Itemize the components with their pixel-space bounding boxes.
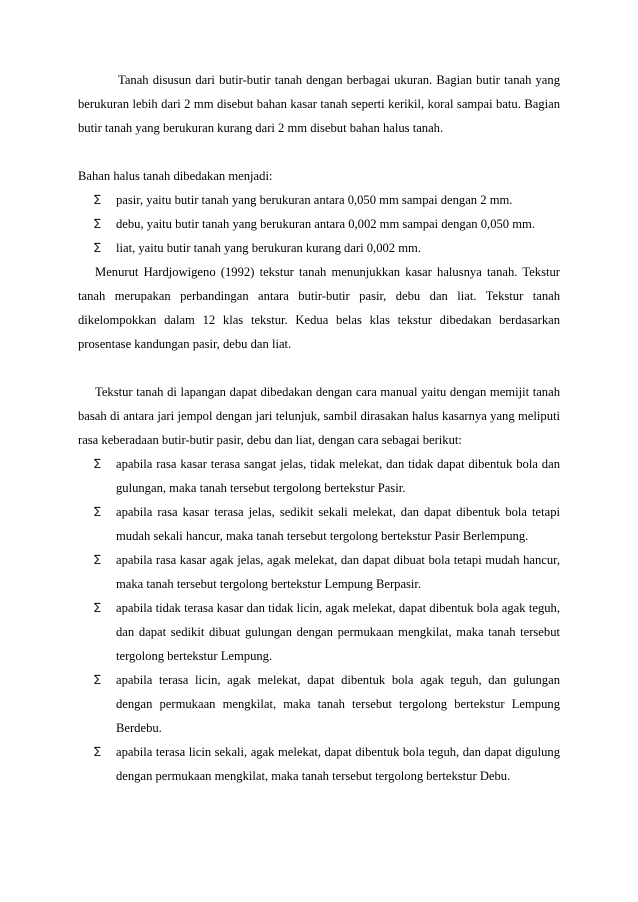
bullet-icon: ∑ <box>94 506 101 517</box>
paragraph-hardjowigeno: Menurut Hardjowigeno (1992) tekstur tanah menunjukkan kasar halusnya tanah. Tekstur tanah merupakan perbandingan antara butir-butir pasir, debu dan liat. Tekstur tanah dikelompokkan dalam 12 klas tekstur. Kedua belas klas tekstur dibedakan berdasarkan prosentase kandungan pasir, debu dan liat. <box>78 265 560 351</box>
bullet-icon: ∑ <box>94 218 101 229</box>
list-item-texture-pasir-berlempung <box>78 500 560 548</box>
list-item-texture-pasir <box>78 452 560 500</box>
list-item-text: apabila rasa kasar terasa sangat jelas, tidak melekat, dan tidak dapat dibentuk bola dan gulungan, maka tanah tersebut tergolong bertekstur Pasir. <box>116 457 560 495</box>
paragraph-fine-material-heading: Bahan halus tanah dibedakan menjadi: <box>78 169 273 183</box>
list-item-text: pasir, yaitu butir tanah yang berukuran antara 0,050 mm sampai dengan 2 mm. <box>116 193 513 207</box>
list-item-text: liat, yaitu butir tanah yang berukuran kurang dari 0,002 mm. <box>116 241 421 255</box>
texture-criteria-list <box>78 452 560 788</box>
list-item-text: apabila terasa licin sekali, agak melekat, dapat dibentuk bola teguh, dan dapat digulung dengan permukaan mengkilat, maka tanah tersebut tergolong bertekstur Debu. <box>116 745 560 783</box>
bullet-icon: ∑ <box>94 458 101 469</box>
bullet-icon: ∑ <box>94 746 101 757</box>
list-item-texture-lempung-berpasir <box>78 548 560 596</box>
paragraph-spacer <box>78 356 560 380</box>
bullet-icon: ∑ <box>94 242 101 253</box>
list-item-pasir <box>78 188 560 212</box>
list-item-text: debu, yaitu butir tanah yang berukuran antara 0,002 mm sampai dengan 0,050 mm. <box>116 217 535 231</box>
list-item-texture-debu <box>78 740 560 788</box>
bullet-icon: ∑ <box>94 674 101 685</box>
document-page <box>78 68 560 788</box>
fine-material-list <box>78 188 560 260</box>
list-item-texture-lempung <box>78 596 560 668</box>
list-item-liat <box>78 236 560 260</box>
list-item-texture-lempung-berdebu <box>78 668 560 740</box>
bullet-icon: ∑ <box>94 194 101 205</box>
paragraph-field-texture: Tekstur tanah di lapangan dapat dibedakan dengan cara manual yaitu dengan memijit tanah basah di antara jari jempol dengan jari telunjuk, sambil dirasakan halus kasarnya yang meliputi rasa keberadaan butir-butir pasir, debu dan liat, dengan cara sebagai berikut: <box>78 385 560 447</box>
list-item-debu <box>78 212 560 236</box>
list-item-text: apabila rasa kasar agak jelas, agak melekat, dan dapat dibuat bola tetapi mudah hancur, maka tanah tersebut tergolong bertekstur Lempung Berpasir. <box>116 553 560 591</box>
list-item-text: apabila tidak terasa kasar dan tidak licin, agak melekat, dapat dibentuk bola agak teguh, dan dapat sedikit dibuat gulungan dengan permukaan mengkilat, maka tanah tersebut tergolong bertekstur Lempung. <box>116 601 560 663</box>
list-item-text: apabila rasa kasar terasa jelas, sedikit sekali melekat, dan dapat dibentuk bola tetapi mudah sekali hancur, maka tanah tersebut tergolong bertekstur Pasir Berlempung. <box>116 505 560 543</box>
paragraph-soil-composition: Tanah disusun dari butir-butir tanah dengan berbagai ukuran. Bagian butir tanah yang berukuran lebih dari 2 mm disebut bahan kasar tanah seperti kerikil, koral sampai batu. Bagian butir tanah yang berukuran kurang dari 2 mm disebut bahan halus tanah. <box>78 73 560 135</box>
paragraph-spacer <box>78 140 560 164</box>
bullet-icon: ∑ <box>94 554 101 565</box>
list-item-text: apabila terasa licin, agak melekat, dapat dibentuk bola agak teguh, dan gulungan dengan permukaan mengkilat, maka tanah tersebut tergolong bertekstur Lempung Berdebu. <box>116 673 560 735</box>
bullet-icon: ∑ <box>94 602 101 613</box>
